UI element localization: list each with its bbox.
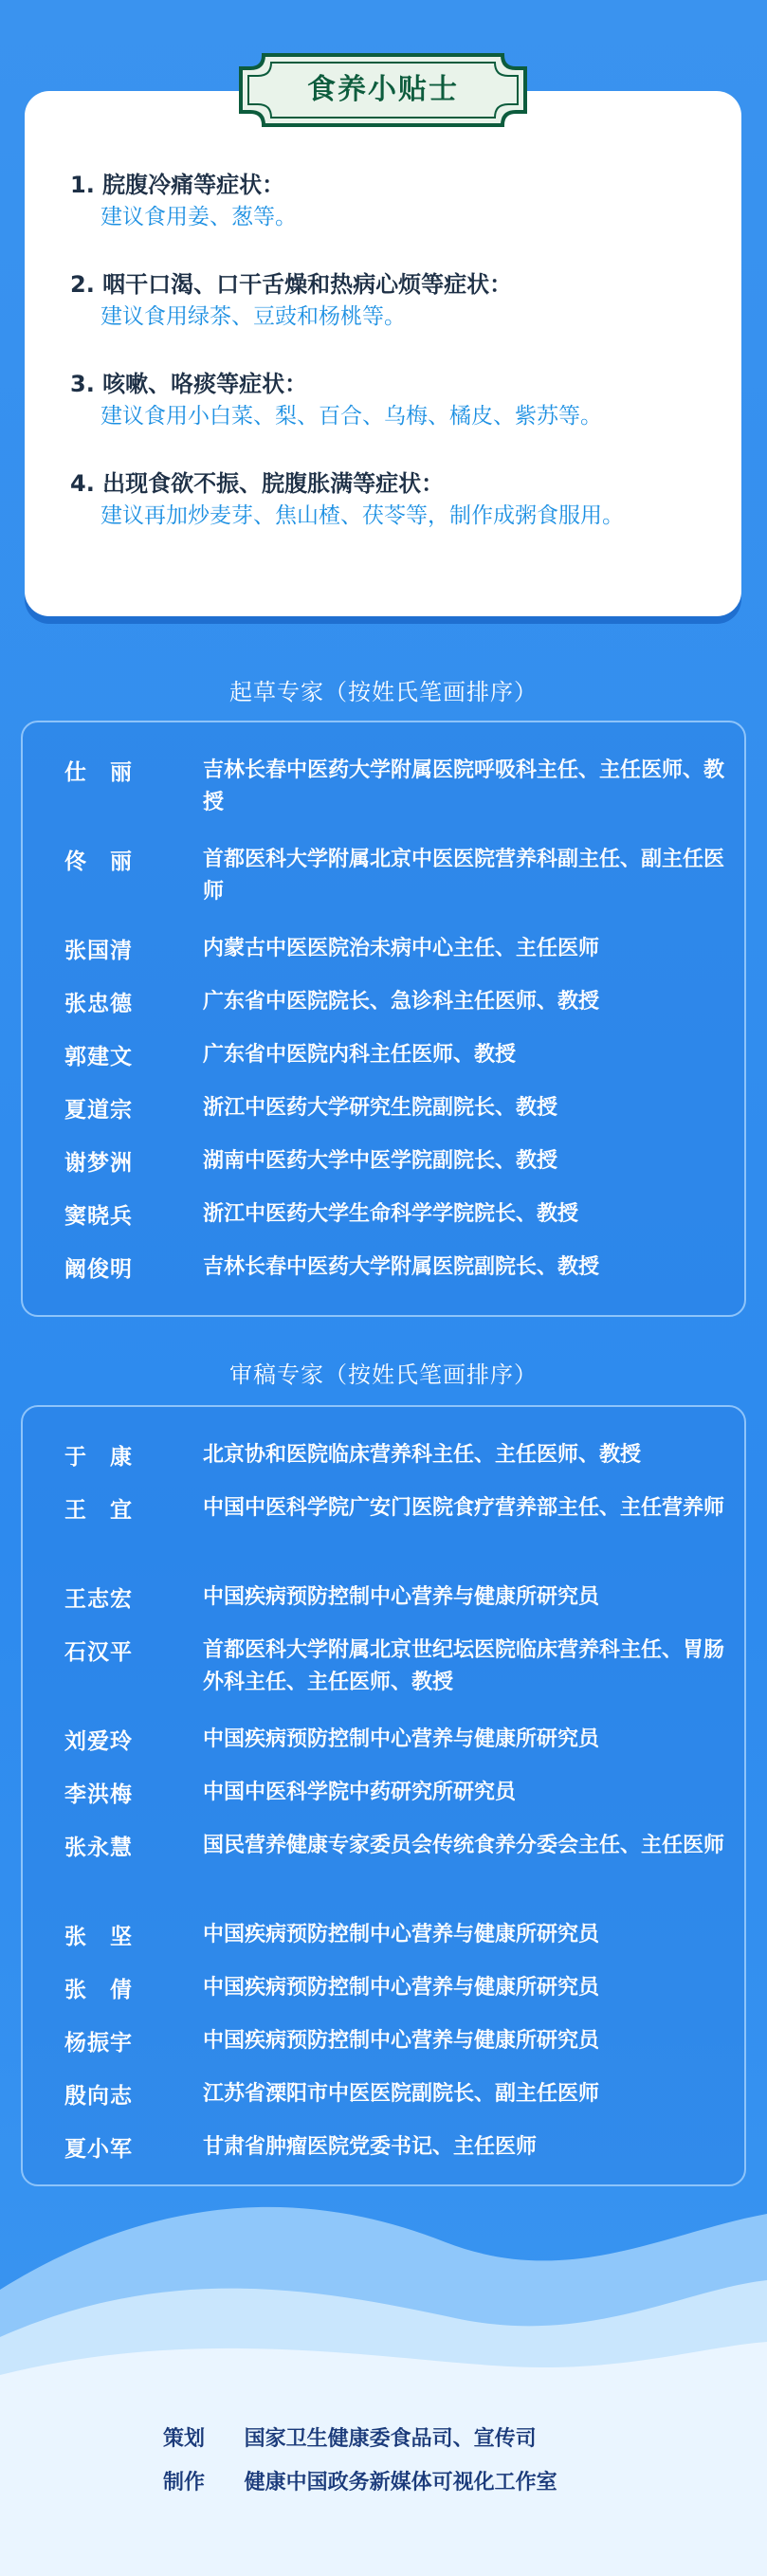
credit-plan xyxy=(163,2422,537,2452)
expert-title: 广东省中医院院长、急诊科主任医师、教授 xyxy=(203,990,600,1014)
tips-list xyxy=(70,169,724,567)
expert-name: 阚俊明 xyxy=(64,1257,133,1282)
expert-title: 中国疾病预防控制中心营养与健康所研究员 xyxy=(203,1976,600,2000)
tip-item xyxy=(70,368,724,432)
expert-name: 王 宜 xyxy=(64,1498,133,1523)
expert-name: 石汉平 xyxy=(64,1640,133,1665)
expert-title: 湖南中医药大学中医学院副院长、教授 xyxy=(203,1149,558,1173)
expert-title: 中国疾病预防控制中心营养与健康所研究员 xyxy=(203,1727,600,1751)
expert-name: 张国清 xyxy=(64,939,133,963)
expert-title: 中国疾病预防控制中心营养与健康所研究员 xyxy=(203,1923,600,1946)
expert-name: 王志宏 xyxy=(64,1587,133,1612)
tip-answer: 建议食用姜、葱等。 xyxy=(100,205,297,229)
expert-title: 中国中医科学院中药研究所研究员 xyxy=(203,1781,517,1804)
tip-question: 3. 咳嗽、咯痰等症状： xyxy=(70,371,308,397)
expert-name: 夏道宗 xyxy=(64,1098,133,1123)
expert-name: 夏小军 xyxy=(64,2137,133,2162)
credit-make-value: 健康中国政务新媒体可视化工作室 xyxy=(244,2471,557,2494)
review-heading: 审稿专家（按姓氏笔画排序） xyxy=(229,1361,538,1388)
expert-title: 吉林长春中医药大学附属医院副院长、教授 xyxy=(203,1255,600,1279)
expert-title: 首都医科大学附属北京世纪坛医院临床营养科主任、胃肠外科主任、主任医师、教授 xyxy=(203,1638,725,1694)
expert-title: 浙江中医药大学研究生院副院长、教授 xyxy=(203,1096,558,1120)
tip-answer: 建议食用绿茶、豆豉和杨桃等。 xyxy=(100,304,406,329)
bottom-wave-decoration xyxy=(0,2176,767,2576)
tips-title-badge xyxy=(235,49,531,131)
expert-name: 张永慧 xyxy=(64,1836,133,1860)
expert-name: 刘爱玲 xyxy=(64,1729,133,1754)
expert-name: 李洪梅 xyxy=(64,1782,133,1807)
tip-question: 1. 脘腹冷痛等症状： xyxy=(70,172,285,198)
expert-title: 北京协和医院临床营养科主任、主任医师、教授 xyxy=(203,1443,642,1467)
expert-title: 中国疾病预防控制中心营养与健康所研究员 xyxy=(203,1585,600,1609)
expert-name: 张 坚 xyxy=(64,1925,133,1949)
tip-item xyxy=(70,268,724,333)
expert-name: 殷向志 xyxy=(64,2084,133,2109)
tip-question: 2. 咽干口渴、口干舌燥和热病心烦等症状： xyxy=(70,271,513,298)
expert-name: 仕 丽 xyxy=(64,760,133,785)
expert-title: 中国疾病预防控制中心营养与健康所研究员 xyxy=(203,2029,600,2053)
expert-name: 于 康 xyxy=(64,1445,133,1470)
tip-answer: 建议再加炒麦芽、焦山楂、茯苓等，制作成粥食服用。 xyxy=(100,503,624,528)
expert-title: 甘肃省肿瘤医院党委书记、主任医师 xyxy=(203,2135,538,2159)
expert-title: 广东省中医院内科主任医师、教授 xyxy=(203,1043,517,1067)
expert-name: 张忠德 xyxy=(64,992,133,1016)
credit-make-label: 制作 xyxy=(163,2471,206,2494)
expert-title: 中国中医科学院广安门医院食疗营养部主任、主任营养师 xyxy=(203,1496,725,1520)
expert-name: 窦晓兵 xyxy=(64,1204,133,1229)
drafting-experts-box xyxy=(21,721,746,1317)
tip-question: 4. 出现食欲不振、脘腹胀满等症状： xyxy=(70,470,445,497)
expert-name: 张 倩 xyxy=(64,1978,133,2002)
expert-title: 浙江中医药大学生命科学学院院长、教授 xyxy=(203,1202,579,1226)
expert-name: 杨振宇 xyxy=(64,2031,133,2055)
expert-name: 郭建文 xyxy=(64,1045,133,1069)
expert-title: 内蒙古中医医院治未病中心主任、主任医师 xyxy=(203,937,600,960)
tip-item xyxy=(70,169,724,233)
tip-answer: 建议食用小白菜、梨、百合、乌梅、橘皮、紫苏等。 xyxy=(100,404,602,429)
expert-name: 佟 丽 xyxy=(64,850,133,874)
tip-item xyxy=(70,467,724,532)
expert-title: 吉林长春中医药大学附属医院呼吸科主任、主任医师、教授 xyxy=(203,758,725,814)
expert-title: 国民营养健康专家委员会传统食养分委会主任、主任医师 xyxy=(203,1834,725,1857)
drafting-heading: 起草专家（按姓氏笔画排序） xyxy=(229,679,538,705)
tips-title: 食养小贴士 xyxy=(307,73,459,106)
credit-plan-label: 策划 xyxy=(163,2427,206,2451)
review-experts-box xyxy=(21,1405,746,2186)
credit-make xyxy=(163,2466,557,2495)
expert-title: 首都医科大学附属北京中医医院营养科副主任、副主任医师 xyxy=(203,848,725,904)
expert-title: 江苏省溧阳市中医医院副院长、副主任医师 xyxy=(203,2082,600,2106)
expert-name: 谢梦洲 xyxy=(64,1151,133,1176)
credit-plan-value: 国家卫生健康委食品司、宣传司 xyxy=(244,2427,537,2451)
